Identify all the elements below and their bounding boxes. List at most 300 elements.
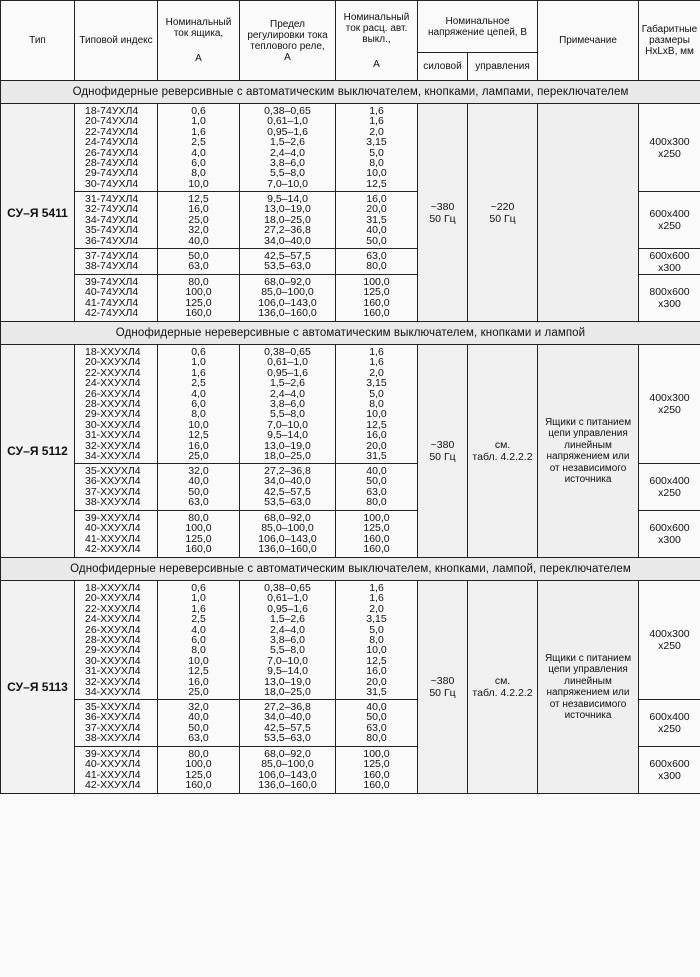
type-index: 42-XXУХЛ4	[85, 543, 141, 556]
type-index: 34-74УХЛ4	[85, 213, 139, 226]
breaker-current-value: 40,0	[366, 224, 387, 237]
dimensions-line: 600x600	[649, 758, 690, 770]
section-title: Однофидерные нереверсивные с автоматическим выключателем, кнопками, лампой, переключателем	[1, 558, 700, 581]
dimensions-line: 400x300	[649, 628, 690, 640]
box-current-value: 32,0	[188, 224, 209, 237]
type-index: 36-74УХЛ4	[85, 234, 139, 247]
breaker-current-value: 10,0	[366, 167, 387, 180]
type-index: 35-74УХЛ4	[85, 224, 139, 237]
note-line: от независимого	[549, 462, 627, 474]
type-index: 41-XXУХЛ4	[85, 768, 141, 781]
voltage-power-line: ~380	[430, 675, 455, 687]
type-index: 26-XXУХЛ4	[85, 623, 141, 636]
box-current-value: 125,0	[185, 768, 212, 781]
relay-range-value: 106,0–143,0	[258, 296, 317, 309]
relay-range-cell	[240, 511, 336, 558]
header-relay-range	[240, 1, 336, 81]
relay-range-value: 53,5–63,0	[264, 260, 311, 273]
relay-range-value: 34,0–40,0	[264, 475, 311, 488]
header-type: Тип	[1, 1, 75, 81]
breaker-current-value: 80,0	[366, 260, 387, 273]
relay-range-value: 53,5–63,0	[264, 496, 311, 509]
section-title: Однофидерные нереверсивные с автоматическим выключателем, кнопками и лампой	[1, 322, 700, 345]
breaker-current-value: 31,5	[366, 213, 387, 226]
box-current-value: 0,6	[191, 346, 206, 358]
breaker-current-value: 100,0	[363, 748, 390, 760]
type-index: 42-XXУХЛ4	[85, 779, 141, 792]
box-current-value: 8,0	[191, 408, 206, 421]
breaker-current-value: 2,0	[369, 366, 384, 379]
breaker-current-value: 160,0	[363, 296, 390, 309]
box-current-value: 4,0	[191, 623, 206, 636]
dimensions-line: x300	[658, 298, 681, 310]
header-voltage: Номинальное напряжение цепей, В	[418, 1, 538, 53]
header-box-current-unit: А	[195, 53, 202, 64]
dimensions-cell	[639, 747, 700, 794]
note-line: Ящики с питанием	[544, 416, 632, 428]
header-breaker-current	[336, 1, 418, 81]
box-current-value: 8,0	[191, 644, 206, 657]
note-line: от независимого	[549, 698, 627, 710]
breaker-current-cell	[336, 345, 418, 464]
voltage-power-line: ~380	[430, 439, 455, 451]
breaker-current-value: 20,0	[366, 203, 387, 216]
dimensions-line: 800x600	[649, 286, 690, 298]
box-current-value: 80,0	[188, 748, 209, 760]
note-line: источника	[564, 710, 612, 721]
relay-range-value: 0,38–0,65	[264, 105, 311, 117]
dimensions-line: 600x400	[649, 208, 690, 220]
box-current-value: 125,0	[185, 296, 212, 309]
voltage-power-line: 50 Гц	[429, 687, 456, 699]
voltage-power-line: 50 Гц	[429, 451, 456, 463]
header-relay-range-text: Предел регулировки тока теплового реле,	[247, 18, 328, 52]
type-index: 36-XXУХЛ4	[85, 711, 141, 724]
group-row	[1, 581, 700, 700]
box-current-value: 160,0	[185, 543, 212, 556]
relay-range-value: 3,8–6,0	[269, 398, 306, 411]
box-current-value: 12,5	[188, 665, 209, 678]
header-box-current-text: Номинальный ток ящика,	[165, 17, 232, 39]
breaker-current-value: 63,0	[366, 721, 387, 734]
voltage-control-line: см.	[494, 675, 511, 687]
note-line: линейным	[564, 439, 612, 451]
box-current-value: 32,0	[188, 465, 209, 477]
index-cell	[75, 249, 158, 275]
breaker-current-value: 40,0	[366, 465, 387, 477]
box-current-value: 12,5	[188, 429, 209, 442]
dimensions-line: x250	[658, 640, 681, 652]
box-current-value: 1,6	[191, 125, 206, 138]
breaker-current-cell	[336, 511, 418, 558]
relay-range-value: 27,2–36,8	[264, 701, 311, 713]
breaker-current-value: 3,15	[366, 613, 387, 626]
relay-range-value: 27,2–36,8	[264, 224, 311, 237]
dimensions-line: 600x400	[649, 475, 690, 487]
box-current-value: 160,0	[185, 779, 212, 792]
header-relay-range-unit: А	[284, 51, 291, 63]
dimensions-line: x250	[658, 147, 681, 160]
relay-range-value: 106,0–143,0	[258, 768, 317, 781]
relay-range-value: 3,8–6,0	[269, 634, 306, 647]
relay-range-cell	[240, 345, 336, 464]
header-breaker-current-unit: А	[373, 58, 380, 70]
voltage-control-line: 50 Гц	[489, 212, 516, 225]
dimensions-line: x250	[658, 404, 681, 416]
box-current-value: 6,0	[191, 398, 206, 411]
relay-range-value: 42,5–57,5	[264, 250, 311, 262]
relay-range-value: 18,0–25,0	[264, 450, 311, 463]
relay-range-value: 13,0–19,0	[264, 675, 311, 688]
relay-range-value: 0,61–1,0	[267, 592, 308, 605]
note-cell	[538, 581, 639, 794]
box-current-cell	[158, 345, 240, 464]
relay-range-value: 7,0–10,0	[267, 177, 308, 190]
type-index: 24-XXУХЛ4	[85, 613, 141, 626]
box-current-value: 6,0	[191, 634, 206, 647]
breaker-current-value: 50,0	[366, 711, 387, 724]
breaker-current-value: 1,6	[369, 356, 384, 369]
index-cell	[75, 104, 158, 192]
breaker-current-value: 31,5	[366, 450, 387, 463]
relay-range-value: 2,4–4,0	[269, 146, 306, 159]
voltage-control-line: см.	[494, 439, 511, 451]
box-current-value: 80,0	[188, 276, 209, 288]
type-index: 28-74УХЛ4	[85, 157, 139, 170]
box-current-value: 32,0	[188, 701, 209, 713]
note-line: напряжением или	[546, 687, 630, 698]
box-current-value: 4,0	[191, 387, 206, 400]
relay-range-cell	[240, 275, 336, 322]
header-note: Примечание	[538, 1, 639, 81]
relay-range-value: 18,0–25,0	[264, 686, 311, 699]
voltage-control-line: табл. 4.2.2.2	[472, 451, 533, 463]
section-title-row	[1, 558, 700, 581]
box-current-cell	[158, 192, 240, 249]
breaker-current-value: 160,0	[363, 307, 390, 320]
type-index: 35-XXУХЛ4	[85, 701, 141, 713]
note-line: источника	[564, 474, 612, 485]
box-current-value: 1,0	[191, 115, 206, 128]
box-current-cell	[158, 275, 240, 322]
type-index: 40-74УХЛ4	[85, 286, 139, 299]
relay-range-cell	[240, 700, 336, 747]
relay-range-value: 34,0–40,0	[264, 711, 311, 724]
header-box-current	[158, 1, 240, 81]
type-index: 22-XXУХЛ4	[85, 602, 141, 615]
relay-range-cell	[240, 192, 336, 249]
type-cell: СУ–Я 5411	[1, 104, 75, 322]
breaker-current-value: 10,0	[366, 408, 387, 421]
header-breaker-current-text: Номинальный ток расц. авт. выкл.,	[343, 11, 410, 45]
type-index: 28-XXУХЛ4	[85, 634, 141, 647]
dimensions-cell	[639, 192, 700, 249]
box-current-value: 2,5	[191, 136, 206, 149]
voltage-control-cell	[468, 104, 538, 322]
relay-range-value: 7,0–10,0	[267, 654, 308, 667]
breaker-current-value: 8,0	[369, 634, 384, 647]
relay-range-value: 13,0–19,0	[264, 203, 311, 216]
type-index: 32-XXУХЛ4	[85, 675, 141, 688]
dimensions-line: x250	[658, 723, 681, 735]
box-current-value: 0,6	[191, 582, 206, 594]
note-line: напряжением или	[546, 451, 630, 462]
index-cell	[75, 345, 158, 464]
relay-range-value: 0,95–1,6	[267, 602, 308, 615]
breaker-current-value: 10,0	[366, 644, 387, 657]
breaker-current-value: 125,0	[363, 286, 390, 299]
dimensions-line: x300	[658, 261, 681, 274]
relay-range-value: 0,38–0,65	[264, 346, 311, 358]
header-voltage-power: силовой	[418, 53, 468, 81]
relay-range-value: 136,0–160,0	[258, 543, 317, 556]
type-index: 40-XXУХЛ4	[85, 522, 141, 535]
breaker-current-value: 63,0	[366, 485, 387, 498]
breaker-current-value: 100,0	[363, 512, 390, 524]
type-index: 18-XXУХЛ4	[85, 346, 141, 358]
dimensions-line: 600x600	[649, 249, 690, 262]
box-current-value: 25,0	[188, 213, 209, 226]
relay-range-value: 0,61–1,0	[267, 115, 308, 128]
dimensions-cell	[639, 104, 700, 192]
breaker-current-value: 125,0	[363, 758, 390, 771]
voltage-power-cell	[418, 104, 468, 322]
dimensions-cell	[639, 464, 700, 511]
box-current-value: 40,0	[188, 475, 209, 488]
breaker-current-value: 8,0	[369, 157, 384, 170]
index-cell	[75, 192, 158, 249]
relay-range-value: 85,0–100,0	[261, 758, 314, 771]
dimensions-line: 600x600	[649, 522, 690, 534]
box-current-value: 40,0	[188, 711, 209, 724]
dimensions-line: 600x400	[649, 711, 690, 723]
relay-range-value: 68,0–92,0	[264, 276, 311, 288]
type-cell: СУ–Я 5113	[1, 581, 75, 794]
box-current-value: 125,0	[185, 532, 212, 545]
box-current-value: 2,5	[191, 377, 206, 390]
breaker-current-cell	[336, 104, 418, 192]
type-index: 32-74УХЛ4	[85, 203, 139, 216]
relay-range-value: 34,0–40,0	[264, 234, 311, 247]
relay-range-value: 5,5–8,0	[269, 167, 306, 180]
relay-range-value: 13,0–19,0	[264, 439, 311, 452]
box-current-value: 25,0	[188, 450, 209, 463]
relay-range-value: 7,0–10,0	[267, 418, 308, 431]
note-line: Ящики с питанием	[544, 652, 632, 664]
voltage-power-line: 50 Гц	[429, 212, 456, 225]
section-title: Однофидерные реверсивные с автоматическим выключателем, кнопками, лампами, переключателем	[1, 81, 700, 104]
box-current-cell	[158, 747, 240, 794]
dimensions-cell	[639, 345, 700, 464]
box-current-value: 10,0	[188, 418, 209, 431]
box-current-value: 100,0	[185, 286, 212, 299]
relay-range-value: 18,0–25,0	[264, 213, 311, 226]
table-body	[1, 81, 700, 794]
note-cell	[538, 345, 639, 558]
breaker-current-value: 20,0	[366, 439, 387, 452]
breaker-current-value: 3,15	[366, 377, 387, 390]
box-current-value: 50,0	[188, 250, 209, 262]
type-index: 18-XXУХЛ4	[85, 582, 141, 594]
box-current-value: 25,0	[188, 686, 209, 699]
box-current-value: 1,0	[191, 356, 206, 369]
type-index: 29-XXУХЛ4	[85, 408, 141, 421]
type-index: 29-74УХЛ4	[85, 167, 139, 180]
type-index: 36-XXУХЛ4	[85, 475, 141, 488]
relay-range-cell	[240, 581, 336, 700]
type-index: 22-74УХЛ4	[85, 125, 139, 138]
note-cell	[538, 104, 639, 322]
box-current-value: 80,0	[188, 512, 209, 524]
voltage-control-line: ~220	[490, 200, 515, 213]
type-index: 39-XXУХЛ4	[85, 748, 141, 760]
box-current-value: 6,0	[191, 157, 206, 170]
index-cell	[75, 275, 158, 322]
section-title-row	[1, 81, 700, 104]
relay-range-value: 42,5–57,5	[264, 485, 311, 498]
dimensions-cell	[639, 511, 700, 558]
breaker-current-value: 160,0	[363, 779, 390, 792]
header-index: Типовой индекс	[75, 1, 158, 81]
voltage-power-cell	[418, 581, 468, 794]
box-current-value: 160,0	[185, 307, 212, 320]
breaker-current-cell	[336, 747, 418, 794]
type-index: 31-74УХЛ4	[85, 193, 139, 205]
box-current-cell	[158, 581, 240, 700]
box-current-value: 10,0	[188, 177, 209, 190]
voltage-control-cell	[468, 581, 538, 794]
type-index: 39-XXУХЛ4	[85, 512, 141, 524]
voltage-power-line: ~380	[430, 200, 455, 213]
type-index: 38-74УХЛ4	[85, 260, 139, 273]
type-index: 41-74УХЛ4	[85, 296, 139, 309]
type-index: 34-XXУХЛ4	[85, 450, 141, 463]
dimensions-cell	[639, 249, 700, 275]
header-voltage-control: управления	[468, 53, 538, 81]
box-current-value: 100,0	[185, 758, 212, 771]
box-current-value: 16,0	[188, 439, 209, 452]
relay-range-value: 136,0–160,0	[258, 307, 317, 320]
relay-range-value: 85,0–100,0	[261, 522, 314, 535]
box-current-value: 1,0	[191, 592, 206, 605]
breaker-current-cell	[336, 275, 418, 322]
voltage-control-cell	[468, 345, 538, 558]
type-index: 38-XXУХЛ4	[85, 732, 141, 745]
dimensions-line: x300	[658, 770, 681, 782]
breaker-current-value: 1,6	[369, 115, 384, 128]
type-index: 40-XXУХЛ4	[85, 758, 141, 771]
type-index: 26-74УХЛ4	[85, 146, 139, 159]
type-cell: СУ–Я 5112	[1, 345, 75, 558]
relay-range-value: 0,95–1,6	[267, 125, 308, 138]
type-index: 28-XXУХЛ4	[85, 398, 141, 411]
box-current-cell	[158, 511, 240, 558]
type-index: 20-XXУХЛ4	[85, 592, 141, 605]
breaker-current-value: 40,0	[366, 701, 387, 713]
type-index: 20-XXУХЛ4	[85, 356, 141, 369]
relay-range-value: 3,8–6,0	[269, 157, 306, 170]
box-current-cell	[158, 700, 240, 747]
box-current-value: 40,0	[188, 234, 209, 247]
box-current-value: 50,0	[188, 485, 209, 498]
index-cell	[75, 747, 158, 794]
type-index: 31-XXУХЛ4	[85, 429, 141, 442]
box-current-value: 8,0	[191, 167, 206, 180]
box-current-value: 10,0	[188, 654, 209, 667]
relay-range-value: 42,5–57,5	[264, 721, 311, 734]
breaker-current-value: 5,0	[369, 387, 384, 400]
box-current-value: 16,0	[188, 675, 209, 688]
breaker-current-value: 50,0	[366, 234, 387, 247]
type-index: 37-XXУХЛ4	[85, 721, 141, 734]
breaker-current-value: 50,0	[366, 475, 387, 488]
note-line: линейным	[564, 675, 612, 687]
type-index: 35-XXУХЛ4	[85, 465, 141, 477]
breaker-current-value: 2,0	[369, 602, 384, 615]
relay-range-value: 53,5–63,0	[264, 732, 311, 745]
box-current-value: 63,0	[188, 496, 209, 509]
type-index: 30-XXУХЛ4	[85, 654, 141, 667]
type-index: 39-74УХЛ4	[85, 276, 139, 288]
type-index: 38-XXУХЛ4	[85, 496, 141, 509]
relay-range-value: 0,95–1,6	[267, 366, 308, 379]
breaker-current-cell	[336, 192, 418, 249]
relay-range-cell	[240, 249, 336, 275]
breaker-current-value: 125,0	[363, 522, 390, 535]
breaker-current-value: 12,5	[366, 418, 387, 431]
relay-range-cell	[240, 747, 336, 794]
breaker-current-value: 5,0	[369, 146, 384, 159]
type-index: 34-XXУХЛ4	[85, 686, 141, 699]
voltage-control-line: табл. 4.2.2.2	[472, 687, 533, 699]
breaker-current-value: 16,0	[366, 193, 387, 205]
dimensions-cell	[639, 581, 700, 700]
breaker-current-value: 1,6	[369, 346, 384, 358]
box-current-value: 50,0	[188, 721, 209, 734]
type-index: 24-74УХЛ4	[85, 136, 139, 149]
breaker-current-value: 100,0	[363, 276, 390, 288]
box-current-cell	[158, 249, 240, 275]
type-index: 37-XXУХЛ4	[85, 485, 141, 498]
relay-range-value: 136,0–160,0	[258, 779, 317, 792]
type-index: 42-74УХЛ4	[85, 307, 139, 320]
relay-range-value: 0,38–0,65	[264, 582, 311, 594]
breaker-current-cell	[336, 700, 418, 747]
breaker-current-value: 160,0	[363, 532, 390, 545]
dimensions-line: 400x300	[649, 135, 690, 148]
breaker-current-value: 8,0	[369, 398, 384, 411]
box-current-value: 1,6	[191, 366, 206, 379]
type-index: 32-XXУХЛ4	[85, 439, 141, 452]
breaker-current-value: 31,5	[366, 686, 387, 699]
box-current-value: 63,0	[188, 732, 209, 745]
box-current-value: 100,0	[185, 522, 212, 535]
box-current-cell	[158, 104, 240, 192]
relay-range-value: 68,0–92,0	[264, 748, 311, 760]
type-index: 30-XXУХЛ4	[85, 418, 141, 431]
relay-range-value: 85,0–100,0	[261, 286, 314, 299]
relay-range-value: 9,5–14,0	[267, 665, 308, 678]
breaker-current-cell	[336, 581, 418, 700]
box-current-value: 63,0	[188, 260, 209, 273]
relay-range-value: 9,5–14,0	[267, 193, 308, 205]
type-index: 18-74УХЛ4	[85, 105, 139, 117]
breaker-current-value: 2,0	[369, 125, 384, 138]
note-line: цепи управления	[548, 664, 628, 675]
type-index: 37-74УХЛ4	[85, 250, 139, 262]
relay-range-value: 1,5–2,6	[269, 136, 306, 149]
relay-range-cell	[240, 104, 336, 192]
